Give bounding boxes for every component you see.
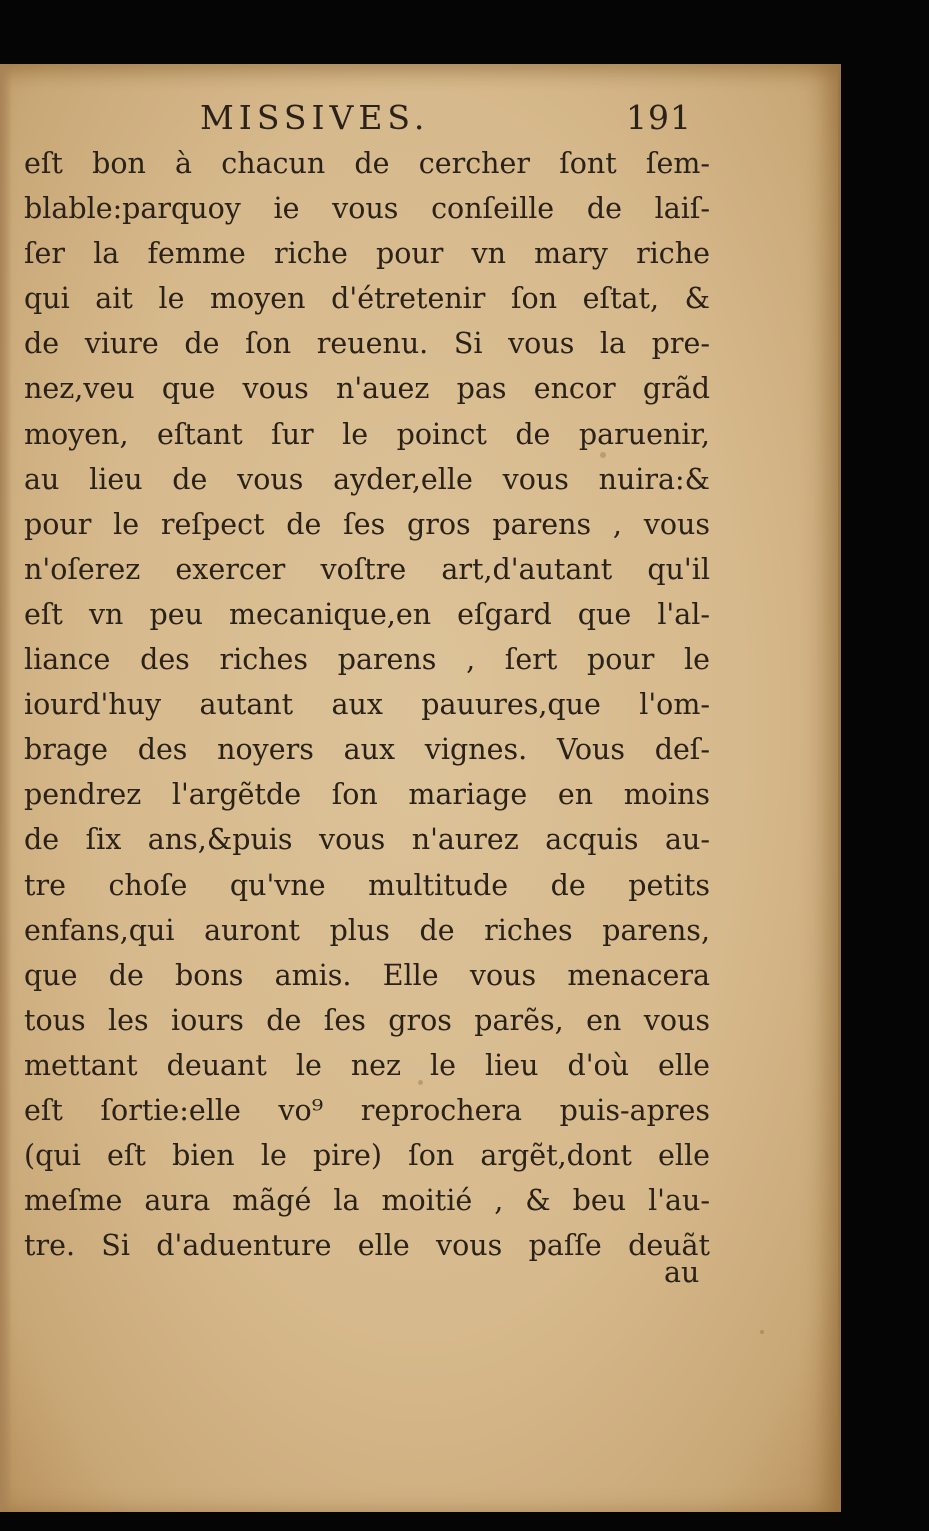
text-line: tre. Si d'aduenture elle vous paſſe deuãt: [24, 1229, 710, 1263]
text-line: ſer la femme riche pour vn mary riche: [24, 237, 710, 271]
text-line: liance des riches parens , ſert pour le: [24, 643, 710, 677]
page-edge-shadow: [0, 64, 12, 1512]
text-line: brage des noyers aux vignes. Vous deſ-: [24, 733, 710, 767]
page-number: 191: [626, 98, 692, 137]
text-line: tre choſe qu'vne multitude de petits: [24, 868, 710, 902]
text-line: eſt ſortie:elle vo⁹ reprochera puis-apres: [24, 1093, 710, 1127]
text-line: nez,veu que vous n'auez pas encor grãd: [24, 372, 710, 406]
text-line: (qui eſt bien le pire) ſon argẽt,dont elle: [24, 1139, 710, 1173]
text-line: pendrez l'argẽtde ſon mariage en moins: [24, 778, 710, 812]
text-line: mettant deuant le nez le lieu d'où elle: [24, 1048, 710, 1082]
running-head-title: MISSIVES.: [200, 98, 430, 137]
running-head: [0, 98, 838, 138]
body-text: [24, 141, 710, 1268]
text-line: meſme aura mãgé la moitié , & beu l'au-: [24, 1184, 710, 1218]
text-line: qui ait le moyen d'étretenir ſon eſtat, &: [24, 282, 710, 316]
catchword: au: [664, 1256, 700, 1289]
text-line: moyen, eſtant ſur le poinct de paruenir,: [24, 417, 710, 451]
text-line: au lieu de vous ayder,elle vous nuira:&: [24, 462, 710, 496]
text-line: que de bons amis. Elle vous menacera: [24, 958, 710, 992]
text-line: iourd'huy autant aux pauures,que l'om-: [24, 688, 710, 722]
text-line: enfans,qui auront plus de riches parens,: [24, 913, 710, 947]
text-line: n'oſerez exercer voſtre art,d'autant qu'il: [24, 552, 710, 586]
text-line: eſt bon à chacun de cercher ſont ſem-: [24, 147, 710, 180]
paper-stain: [760, 1330, 764, 1334]
text-line: tous les iours de ſes gros parẽs, en vous: [24, 1003, 710, 1037]
text-line: pour le reſpect de ſes gros parens , vous: [24, 507, 710, 541]
text-line: de ſix ans,&puis vous n'aurez acquis au-: [24, 823, 710, 857]
text-line: blable:parquoy ie vous conſeille de laiſ-: [24, 192, 710, 226]
text-line: de viure de ſon reuenu. Si vous la pre-: [24, 327, 710, 361]
text-line: eſt vn peu mecanique,en eſgard que l'al-: [24, 597, 710, 631]
